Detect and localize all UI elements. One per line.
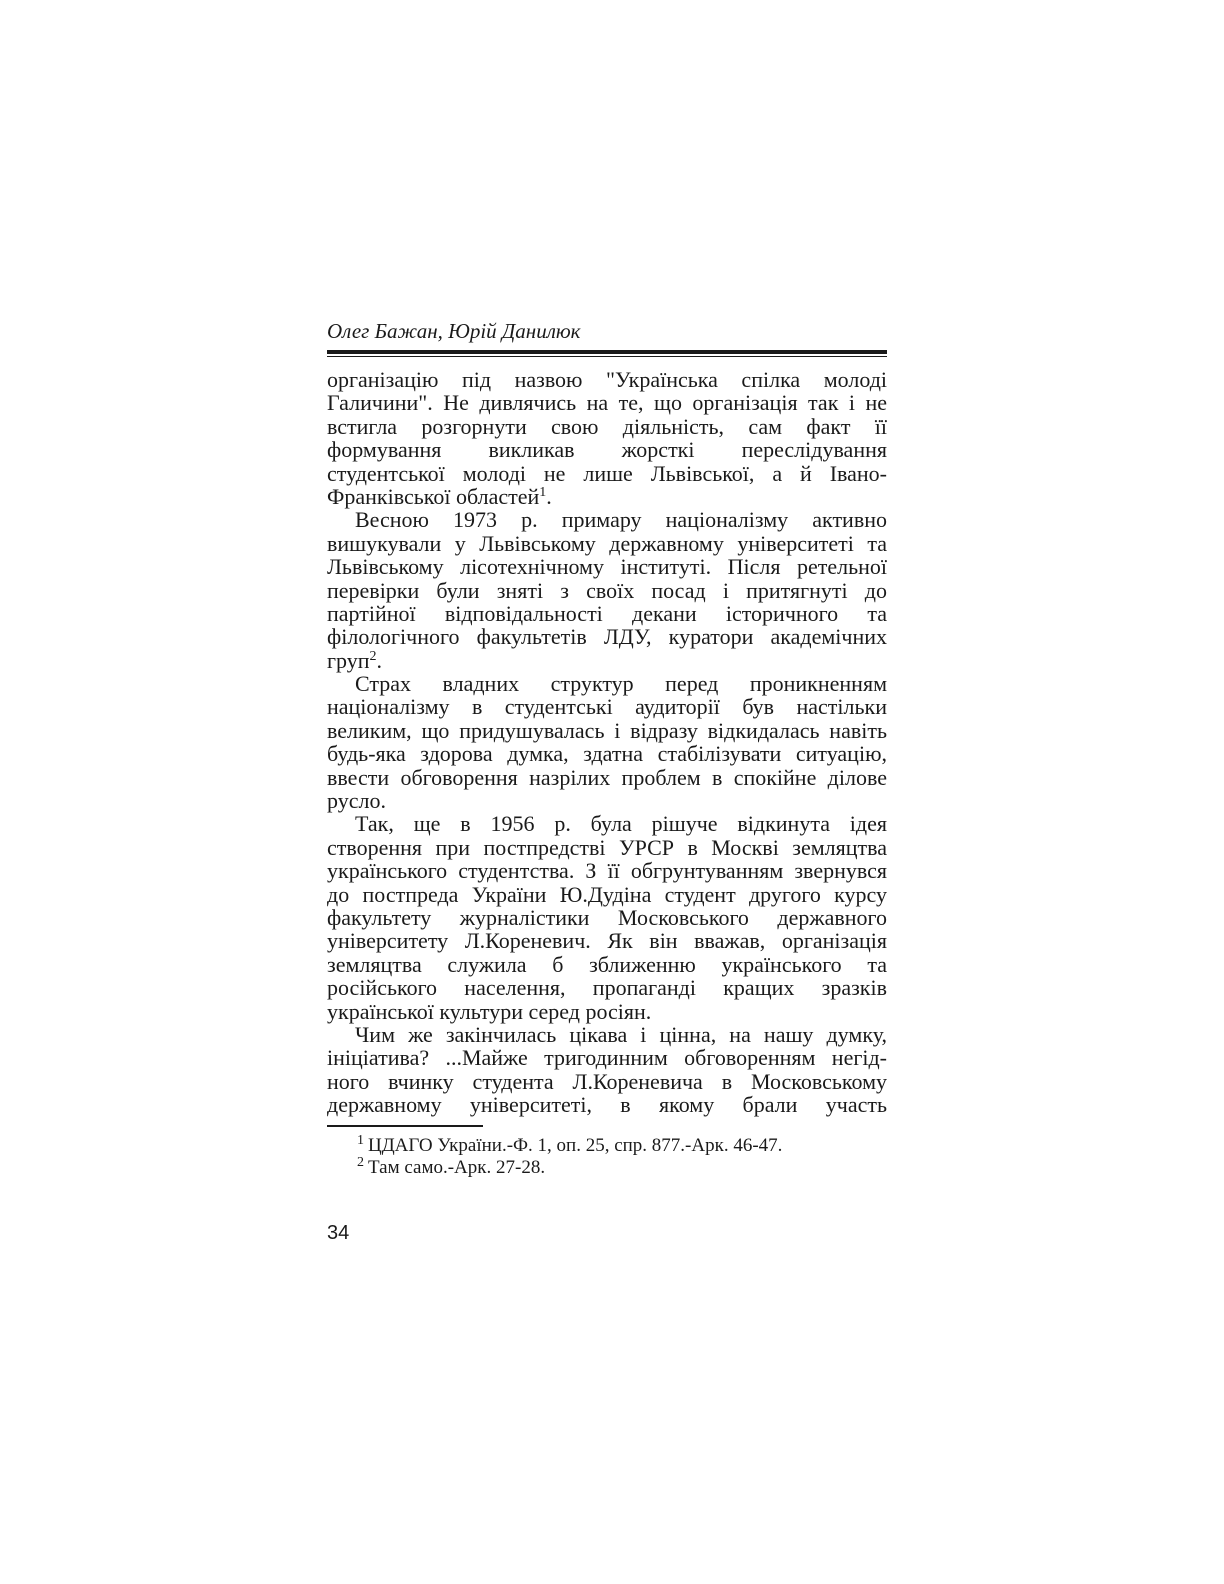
text-line: ввести обговорення назрілих проблем в спокійне ділове [327,764,887,790]
text-line: націоналізму в студентські аудиторії був настільки [327,694,887,720]
paragraph-3 [327,672,887,812]
text-line: ного вчинку студента Л.Кореневича в Московському [327,1068,887,1094]
text-line: ініціатива? ...Майже тригодинним обговоренням негід- [327,1045,887,1071]
text-line: Галичини". Не дивлячись на те, що організація так і не [327,390,887,416]
text-line [327,485,887,508]
text-line: філологічного факультетів ЛДУ, куратори академічних [327,624,887,650]
text-line: студентської молоді не лише Львівської, а й Івано- [327,460,887,486]
text-line: Страх владних структур перед проникненням [355,671,887,697]
text-line: Весною 1973 р. примару націоналізму активно [355,507,887,533]
text-line [327,649,887,672]
text-line: великим, що придушувалась і відразу відкидалась навіть [327,717,887,743]
footnote-reference[interactable]: 2 [369,648,377,664]
text-line: Львівському лісотехнічному інституті. Після ретельної [327,554,887,580]
text-line: університету Л.Кореневич. Як він вважав, організація [327,928,887,954]
footnote-mark: 1 [357,1132,364,1148]
footnote-reference[interactable]: 1 [539,484,547,500]
text-line: русло. [327,788,386,814]
paragraph-5 [327,1023,887,1117]
text-line: Чим же закінчилась цікава і цінна, на нашу думку, [355,1021,887,1047]
text-line: партійної відповідальності декани історичного та [327,600,887,626]
text-line: організацію під назвою "Українська спілка молоді [327,367,887,392]
header-rule-thick [327,350,887,354]
text-line: українського студентства. З її обгрунтуванням звернувся [327,858,887,884]
text-line: факультету журналістики Московського державного [327,904,887,930]
paragraph-1 [327,368,887,508]
text-line: встигла розгорнути свою діяльність, сам факт її [327,413,887,439]
page-number: 34 [327,1222,350,1244]
text-line: Так, ще в 1956 р. була рішуче відкинута ідея [355,811,887,837]
text-fragment: Франківської областей [327,483,540,509]
footnote-1 [357,1132,887,1157]
text-line: перевірки були зняті з своїх посад і притягнуті до [327,577,887,603]
footnote-2 [357,1154,887,1179]
text-fragment: . [376,647,383,673]
paragraph-4 [327,812,887,1023]
footnote-mark: 2 [357,1154,364,1170]
text-fragment: груп [327,647,370,673]
text-line: вишукували у Львівському державному університеті та [327,530,887,556]
header-rule-thin [327,356,887,357]
body-text [327,368,887,1117]
text-line: створення при постпредстві УРСР в Москві земляцтва [327,834,887,860]
footnotes [327,1132,887,1179]
text-line: української культури серед росіян. [327,998,652,1024]
text-fragment: . [546,483,552,509]
text-line: до постпреда України Ю.Дудіна студент другого курсу [327,881,887,907]
paragraph-2 [327,508,887,672]
footnote-separator [327,1125,483,1127]
text-line: формування викликав жорсткі переслідування [327,437,887,463]
text-line: земляцтва служила б зближенню українського та [327,951,887,977]
text-line: російського населення, пропаганді кращих зразків [327,975,887,1001]
footnote-text: Там само.-Арк. 27-28. [368,1156,546,1178]
text-line: будь-яка здорова думка, здатна стабілізувати ситуацію, [327,741,887,767]
text-line: державному університеті, в якому брали участь [327,1092,887,1118]
page-content [327,316,887,1179]
running-head: Олег Бажан, Юрій Данилюк [327,319,581,343]
footnote-text: ЦДАГО України.-Ф. 1, оп. 25, спр. 877.-Арк. 46-47. [368,1134,783,1156]
